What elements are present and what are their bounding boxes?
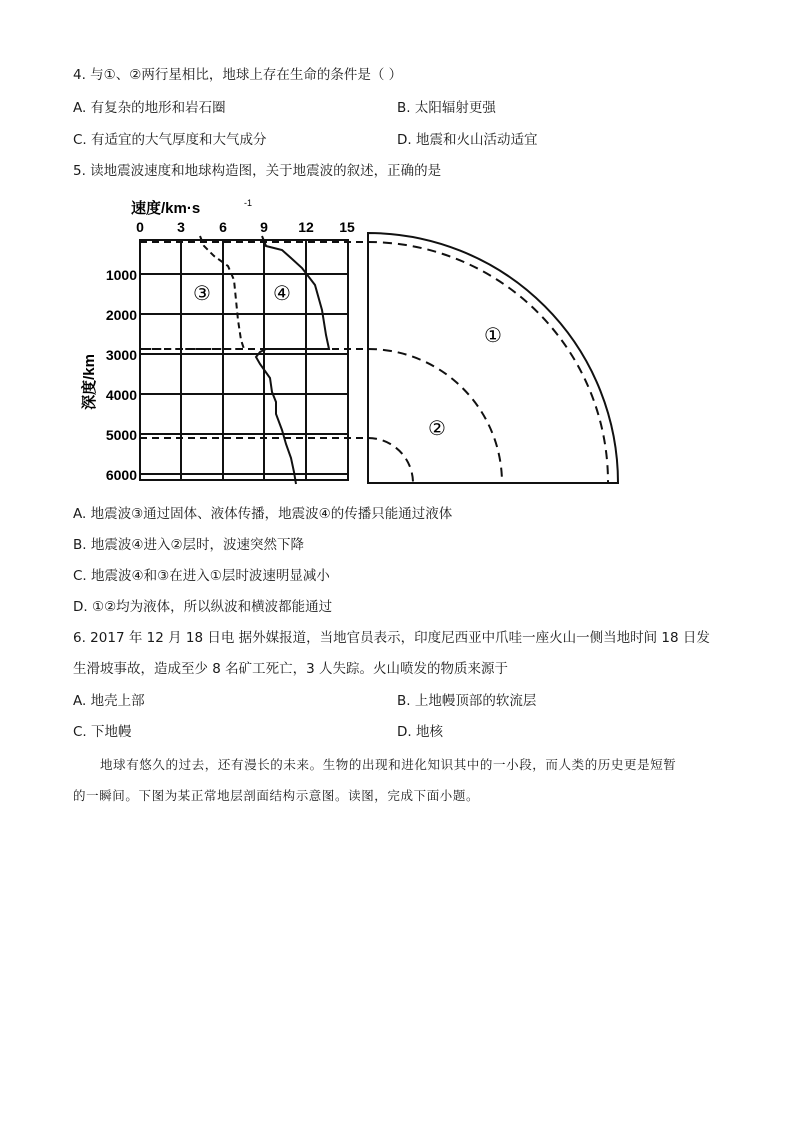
wave-4-label: ④	[273, 283, 291, 305]
speed-axis-label: 速度/km·s	[131, 200, 201, 217]
q5-option-c[interactable]: C. 地震波④和③在进入①层时波速明显减小	[73, 568, 330, 584]
q4-option-d[interactable]: D. 地震和火山活动适宜	[397, 132, 538, 148]
passage-line1: 地球有悠久的过去，还有漫长的未来。生物的出现和进化知识其中的一小段，而人类的历史更是短暂	[100, 757, 677, 772]
earth-structure-diagram	[368, 233, 618, 483]
q6-option-a[interactable]: A. 地壳上部	[73, 693, 145, 709]
boundary-lines	[140, 242, 368, 438]
x-tick: 15	[339, 219, 355, 235]
x-tick: 0	[136, 219, 144, 235]
velocity-grid	[140, 240, 348, 480]
wave-3-curve	[140, 236, 244, 349]
x-tick: 3	[177, 219, 185, 235]
passage-line2: 的一瞬间。下图为某正常地层剖面结构示意图。读图，完成下面小题。	[73, 788, 480, 803]
q6-option-c[interactable]: C. 下地幔	[73, 724, 132, 740]
seismic-wave-figure	[0, 0, 794, 500]
q6-option-b[interactable]: B. 上地幔顶部的软流层	[397, 693, 537, 709]
x-tick: 6	[219, 219, 227, 235]
layer-2-label: ②	[428, 418, 446, 440]
q5-option-d[interactable]: D. ①②均为液体，所以纵波和横波都能通过	[73, 599, 333, 615]
y-tick: 6000	[105, 467, 137, 483]
q5-stem: 5. 读地震波速度和地球构造图，关于地震波的叙述，正确的是	[73, 163, 442, 179]
q4-option-b[interactable]: B. 太阳辐射更强	[397, 100, 496, 116]
x-tick: 9	[260, 219, 268, 235]
q5-option-a[interactable]: A. 地震波③通过固体、液体传播，地震波④的传播只能通过液体	[73, 506, 453, 522]
q4-option-c[interactable]: C. 有适宜的大气厚度和大气成分	[73, 132, 267, 148]
y-tick: 2000	[105, 307, 137, 323]
q6-stem-line2: 生滑坡事故，造成至少 8 名矿工死亡，3 人失踪。火山喷发的物质来源于	[73, 661, 509, 677]
speed-axis-superscript: -1	[244, 198, 253, 208]
y-tick: 1000	[105, 267, 137, 283]
q4-option-a[interactable]: A. 有复杂的地形和岩石圈	[73, 100, 226, 116]
y-tick: 5000	[105, 427, 137, 443]
q6-stem-line1: 6. 2017 年 12 月 18 日电 据外媒报道，当地官员表示，印度尼西亚中爪哇一座火山一侧当地时间 18 日发	[73, 630, 710, 646]
layer-1-label: ①	[484, 325, 502, 347]
wave-3-label: ③	[193, 283, 211, 305]
q6-option-d[interactable]: D. 地核	[397, 724, 443, 740]
q5-option-b[interactable]: B. 地震波④进入②层时，波速突然下降	[73, 537, 305, 553]
depth-axis-label: 深度/km	[81, 354, 98, 410]
x-tick: 12	[298, 219, 314, 235]
q4-stem: 4. 与①、②两行星相比，地球上存在生命的条件是（ ）	[73, 67, 403, 83]
y-tick: 4000	[105, 387, 137, 403]
y-tick: 3000	[105, 347, 137, 363]
